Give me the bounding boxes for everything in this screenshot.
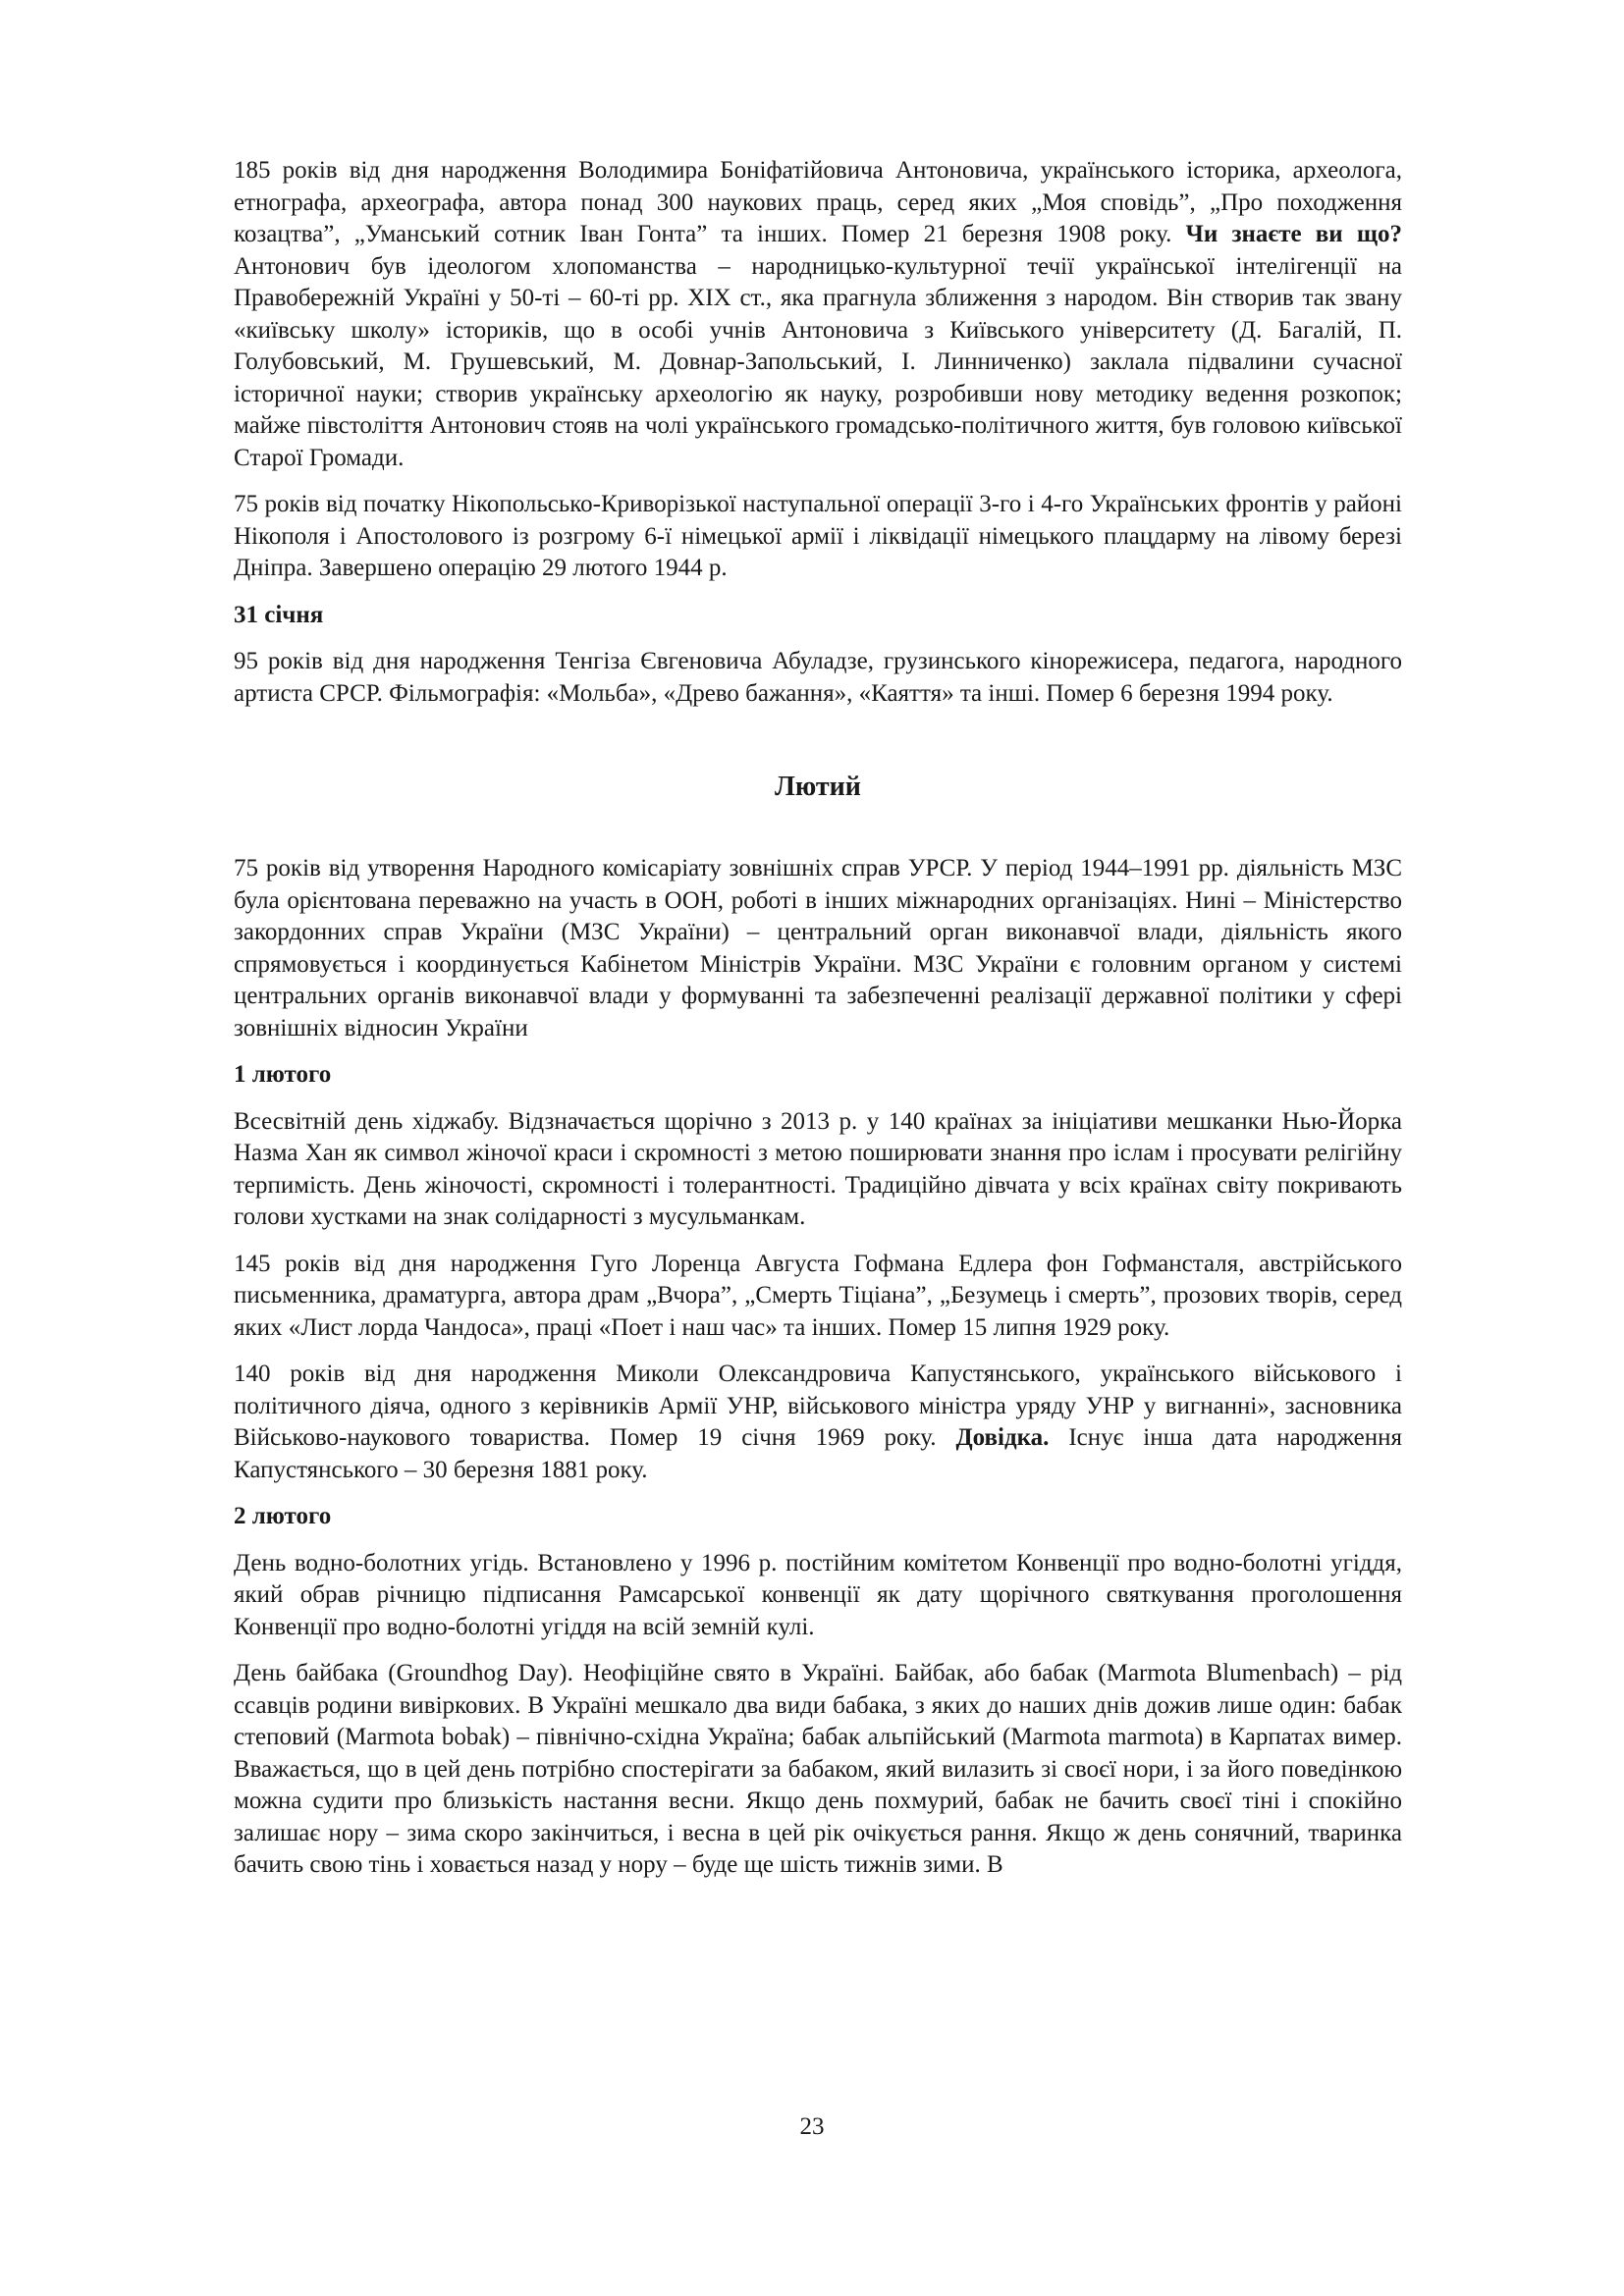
date-heading-feb-2: 2 лютого [234,1503,332,1529]
bold-callout-did-you-know: Чи знаєте ви що? [1185,221,1402,247]
month-title: Лютий [775,772,861,802]
paragraph-hijab-day: Всесвітній день хіджабу. Відзначається щорічно з 2013 р. у 140 країнах за ініціативи мешканки Нью-Йорка Назма Хан як символ жіночої краси і скромності з метою поширювати знання про іслам і просувати релігійну терпимість. День жіночості, скромності і толерантності. Традиційно дівчата у всіх країнах світу покривають голови хустками на знак солідарності з мусульманкам. [234,1107,1402,1230]
paragraph-abuladze: 95 років від дня народження Тенгіза Євгеновича Абуладзе, грузинського кінорежисера, педагога, народного артиста СРСР. Фільмографія: «Мольба», «Древо бажання», «Каяття» та інші. Помер 6 березня 1994 року. [234,648,1402,707]
paragraph-wetlands-day: День водно-болотних угідь. Встановлено у 1996 р. постійним комітетом Конвенції про водно-болотні угіддя, який обрав річницю підписання Рамсарської конвенції як дату щорічного святкування проголошення Конвенції про водно-болотні угіддя на всій земній кулі. [234,1549,1402,1640]
paragraph-text: 185 років від дня народження Володимира Боніфатійовича Антоновича, українського історика, археолога, етнографа, археографа, автора понад 300 наукових праць, серед яких „Моя сповідь”, „Про походження козацтва”, „Уманський сотник Іван Гонта” та інших. Помер 21 березня 1908 року. [234,157,1402,247]
page-number: 23 [799,2113,825,2140]
paragraph-foreign-affairs: 75 років від утворення Народного комісаріату зовнішніх справ УРСР. У період 1944–1991 рр. діяльність МЗС була орієнтована переважно на участь в ООН, роботі в інших міжнародних організаціях. Нині – Міністерство закордонних справ України (МЗС України) – центральний орган виконавчої влади, діяльність якого спрямовується і координується Кабінетом Міністрів України. МЗС України є головним органом у системі центральних органів виконавчої влади у формуванні та забезпеченні реалізації державної політики у сфері зовнішніх відносин України [234,855,1402,1041]
document-page [234,155,1402,1896]
date-heading-jan-31: 31 січня [234,601,324,628]
date-heading-feb-1: 1 лютого [234,1061,332,1088]
paragraph-nikopol-operation: 75 років від початку Нікопольсько-Криворізької наступальної операції 3-го і 4-го Українських фронтів у районі Нікополя і Апостолового із розгрому 6-ї німецької армії і ліквідації німецького плацдарму на лівому березі Дніпра. Завершено операцію 29 лютого 1944 р. [234,491,1402,581]
paragraph-kapustiansky [234,1359,1402,1486]
paragraph-hofmannsthal: 145 років від дня народження Гуго Лоренца Августа Гофмана Едлера фон Гофмансталя, австрійського письменника, драматурга, автора драм „Вчора”, „Смерть Тіціана”, „Безумець і смерть”, прозових творів, серед яких «Лист лорда Чандоса», праці «Поет і наш час» та інших. Помер 15 липня 1929 року. [234,1250,1402,1341]
bold-callout-note: Довідка. [955,1424,1050,1451]
paragraph-antonovych [234,155,1402,474]
paragraph-groundhog-day: День байбака (Groundhog Day). Неофіційне свято в Україні. Байбак, або бабак (Marmota Blumenbach) – рід ссавців родини вивіркових. В Україні мешкало два види бабака, з яких до наших днів дожив лише один: бабак степовий (Marmota bobak) – північно-східна Україна; бабак альпійський (Marmota marmota) в Карпатах вимер. Вважається, що в цей день потрібно спостерігати за бабаком, який вилазить зі своєї нори, і за його поведінкою можна судити про близькість настання весни. Якщо день похмурий, бабак не бачить своєї тіні і спокійно залишає нору – зима скоро закінчиться, і весна в цей рік очікується рання. Якщо ж день сонячний, тваринка бачить свою тінь і ховається назад у нору – буде ще шість тижнів зими. В [234,1660,1402,1878]
paragraph-text: Існує інша дата народження Капустянського – 30 березня 1881 року. [234,1424,1403,1483]
paragraph-text: 140 років від дня народження Миколи Олександровича Капустянського, українського військового і політичного діяча, одного з керівників Армії УНР, військового міністра уряду УНР у вигнанні», засновника Військово-наукового товариства. Помер 19 січня 1969 року. [234,1361,1402,1451]
paragraph-text: Антонович був ідеологом хлопоманства – народницько-культурної течії української інтелігенції на Правобережній Україні у 50-ті – 60-ті рр. XIX ст., яка прагнула зближення з народом. Він створив так звану «київську школу» істориків, що в особі учнів Антоновича з Київського університету (Д. Багалій, П. Голубовський, М. Грушевський, М. Довнар-Запольський, І. Линниченко) заклала підвалини сучасної історичної науки; створив українську археологію як науку, розробивши нову методику ведення розкопок; майже півстоліття Антонович стояв на чолі українського громадсько-політичного життя, був головою київської Старої Громади. [234,252,1402,471]
